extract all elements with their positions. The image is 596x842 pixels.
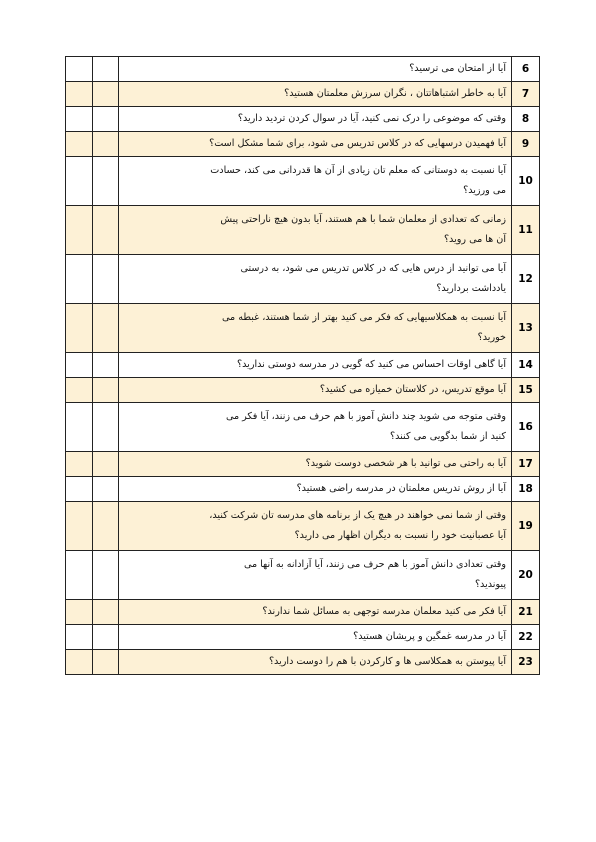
question-text-line: آیا فهمیدن درسهایی که در کلاس تدریس می شود، برای شما مشکل است؟ (209, 138, 506, 149)
question-number: 8 (512, 107, 540, 132)
question-number: 18 (512, 477, 540, 502)
question-text (119, 206, 512, 255)
question-number: 10 (512, 157, 540, 206)
answer-cell[interactable] (93, 57, 119, 82)
question-row (66, 403, 540, 452)
answer-cell[interactable] (66, 477, 93, 502)
question-text (119, 600, 512, 625)
question-row (66, 255, 540, 304)
question-number: 13 (512, 304, 540, 353)
question-text-line: وقتی که موضوعی را درک نمی کنید، آیا در سوال کردن تردید دارید؟ (237, 113, 506, 124)
question-text-line: زمانی که تعدادی از معلمان شما با هم هستند، آیا بدون هیچ ناراحتی پیش (220, 214, 506, 225)
answer-cell[interactable] (66, 650, 93, 675)
question-number: 17 (512, 452, 540, 477)
answer-cell[interactable] (93, 82, 119, 107)
question-row (66, 82, 540, 107)
question-row (66, 600, 540, 625)
question-text (119, 353, 512, 378)
question-text-line: آیا پیوستن به همکلاسی ها و کارکردن با هم را دوست دارید؟ (268, 656, 506, 667)
question-text (119, 551, 512, 600)
question-row (66, 502, 540, 551)
answer-cell[interactable] (66, 304, 93, 353)
question-row (66, 477, 540, 502)
answer-cell[interactable] (66, 206, 93, 255)
answer-cell[interactable] (66, 403, 93, 452)
question-text-line: آیا از امتحان می ترسید؟ (409, 63, 506, 74)
question-number: 6 (512, 57, 540, 82)
question-text (119, 452, 512, 477)
question-text-line: خورید؟ (477, 332, 506, 343)
question-row (66, 551, 540, 600)
question-text-line: آیا به خاطر اشتباهاتتان ، نگران سرزش معلمتان هستید؟ (284, 88, 506, 99)
answer-cell[interactable] (66, 625, 93, 650)
question-row (66, 452, 540, 477)
question-text (119, 107, 512, 132)
answer-cell[interactable] (66, 378, 93, 403)
question-row (66, 157, 540, 206)
question-text (119, 502, 512, 551)
question-number: 20 (512, 551, 540, 600)
answer-cell[interactable] (66, 132, 93, 157)
question-text-line: آیا در مدرسه غمگین و پریشان هستید؟ (353, 631, 506, 642)
question-text (119, 57, 512, 82)
question-text-line: یادداشت بردارید؟ (436, 283, 506, 294)
question-number: 9 (512, 132, 540, 157)
answer-cell[interactable] (66, 353, 93, 378)
question-text-line: می ورزید؟ (463, 185, 506, 196)
question-text (119, 378, 512, 403)
question-row (66, 132, 540, 157)
answer-cell[interactable] (66, 600, 93, 625)
question-text (119, 255, 512, 304)
question-text-line: آیا موقع تدریس، در کلاستان خمیازه می کشید؟ (319, 384, 506, 395)
question-number: 7 (512, 82, 540, 107)
question-text-line: آیا به راحتی می توانید با هر شخصی دوست شوید؟ (305, 458, 506, 469)
answer-cell[interactable] (66, 255, 93, 304)
question-number: 12 (512, 255, 540, 304)
question-number: 16 (512, 403, 540, 452)
question-text-line: آیا از روش تدریس معلمتان در مدرسه راضی هستید؟ (296, 483, 506, 494)
question-number: 14 (512, 353, 540, 378)
answer-cell[interactable] (93, 255, 119, 304)
answer-cell[interactable] (93, 157, 119, 206)
questionnaire-table (65, 56, 540, 675)
answer-cell[interactable] (93, 378, 119, 403)
answer-cell[interactable] (66, 157, 93, 206)
question-row (66, 107, 540, 132)
answer-cell[interactable] (93, 206, 119, 255)
question-text-line: آیا نسبت به دوستانی که معلم تان زیادی از آن ها قدردانی می کند، حسادت (210, 165, 506, 176)
question-text (119, 132, 512, 157)
question-text-line: آیا می توانید از درس هایی که در کلاس تدریس می شود، به درستی (240, 263, 506, 274)
question-text-line: کنید از شما بدگویی می کنند؟ (390, 431, 506, 442)
question-text-line: وقتی متوجه می شوید چند دانش آموز با هم حرف می زنند، آیا فکر می (225, 411, 506, 422)
question-text (119, 650, 512, 675)
answer-cell[interactable] (93, 650, 119, 675)
question-row (66, 206, 540, 255)
question-text-line: پیوندید؟ (474, 579, 506, 590)
question-number: 22 (512, 625, 540, 650)
answer-cell[interactable] (93, 304, 119, 353)
question-text (119, 82, 512, 107)
answer-cell[interactable] (93, 353, 119, 378)
question-row (66, 57, 540, 82)
question-text (119, 477, 512, 502)
answer-cell[interactable] (66, 551, 93, 600)
question-text-line: آیا عصبانیت خود را نسبت به دیگران اظهار می دارید؟ (294, 530, 506, 541)
question-text (119, 403, 512, 452)
question-text-line: آیا گاهی اوقات احساس می کنید که گویی در مدرسه دوستی ندارید؟ (237, 359, 506, 370)
question-row (66, 650, 540, 675)
question-number: 21 (512, 600, 540, 625)
question-row (66, 353, 540, 378)
question-row (66, 625, 540, 650)
answer-cell[interactable] (93, 502, 119, 551)
answer-cell[interactable] (93, 600, 119, 625)
answer-cell[interactable] (93, 625, 119, 650)
answer-cell[interactable] (66, 502, 93, 551)
question-text-line: وقتی تعدادی دانش آموز با هم حرف می زنند، آیا آزادانه به آنها می (243, 559, 506, 570)
question-text (119, 157, 512, 206)
answer-cell[interactable] (66, 452, 93, 477)
question-text (119, 625, 512, 650)
answer-cell[interactable] (93, 132, 119, 157)
question-text-line: آیا نسبت به همکلاسیهایی که فکر می کنید بهتر از شما هستند، غبطه می (222, 312, 506, 323)
question-text-line: آن ها می روید؟ (443, 234, 506, 245)
question-number: 23 (512, 650, 540, 675)
questionnaire-body (66, 57, 540, 675)
answer-cell[interactable] (66, 57, 93, 82)
answer-cell[interactable] (66, 107, 93, 132)
answer-cell[interactable] (93, 107, 119, 132)
answer-cell[interactable] (93, 551, 119, 600)
question-number: 11 (512, 206, 540, 255)
question-number: 19 (512, 502, 540, 551)
answer-cell[interactable] (66, 82, 93, 107)
question-text (119, 304, 512, 353)
question-row (66, 304, 540, 353)
answer-cell[interactable] (93, 452, 119, 477)
question-row (66, 378, 540, 403)
question-text-line: وقتی از شما نمی خواهند در هیچ یک از برنامه های مدرسه تان شرکت کنید، (209, 510, 506, 521)
question-number: 15 (512, 378, 540, 403)
answer-cell[interactable] (93, 403, 119, 452)
question-text-line: آیا فکر می کنید معلمان مدرسه توجهی به مسائل شما ندارند؟ (262, 606, 506, 617)
answer-cell[interactable] (93, 477, 119, 502)
